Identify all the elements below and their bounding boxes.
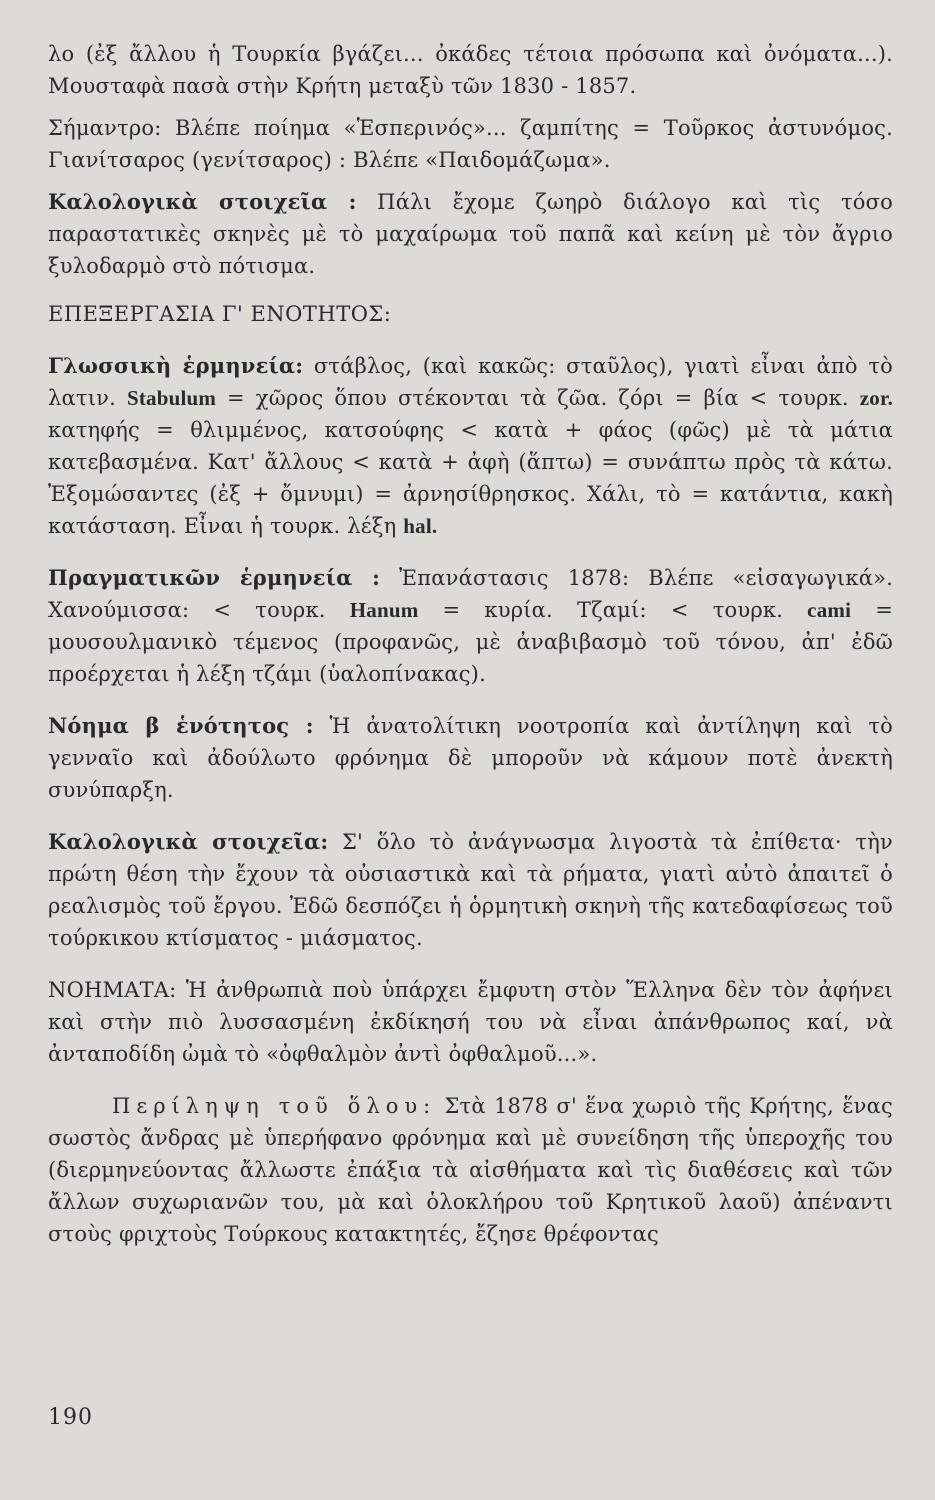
- paragraph-text: Ἡ ἀνατολίτικη νοοτροπία καὶ ἀντίληψη καὶ τὸ γενναῖο καὶ ἀδούλωτο φρόνημα δὲ μποροῦν νὰ κάμουν ποτὲ ἀνεκτὴ συνύπαρξη.: [48, 714, 893, 802]
- paragraph-text: Ἡ ἀνθρωπιὰ ποὺ ὑπάρχει ἔμφυτη στὸν Ἕλληνα δὲν τὸν ἀφήνει καὶ στὴν πιὸ λυσσασμένη ἐκδίκησή του νὰ εἶναι ἀπάνθρωπος καί, νὰ ἀνταποδίδη ὠμὰ τὸ «ὀφθαλμὸν ἀντὶ ὀφθαλμοῦ...».: [48, 978, 893, 1066]
- paragraph-text: = χῶρος ὅπου στέκονται τὰ ζῶα. ζόρι = βία < τουρκ.: [216, 386, 860, 410]
- foreign-word: hal.: [403, 514, 438, 538]
- linguistic-interpretation-paragraph: [48, 350, 893, 542]
- paragraph-text: Ἐπανάστασις 1878: Βλέπε «εἰσαγωγικά». Χανούμισσα: < τουρκ.: [48, 566, 893, 622]
- paragraph-text: Στὰ 1878 σ' ἕνα χωριὸ τῆς Κρήτης, ἕνας σωστὸς ἄνδρας μὲ ὑπερήφανο φρόνημα καὶ μὲ συνείδηση τῆς ὑπεροχῆς του (διερμηνεύοντας ἄλλωστε ἐπάξια τὰ αἰσθήματα καὶ τὶς διαθέσεις καὶ τῶν ἄλλων συχωριανῶν του, μὰ καὶ ὁλοκλήρου τοῦ Κρητικοῦ λαοῦ) ἀπέναντι στοὺς φριχτοὺς Τούρκους κατακτητές, ἔζησε θρέφοντας: [48, 1094, 893, 1246]
- paragraph-text: = κυρία. Τζαμί: < τουρκ.: [418, 598, 808, 622]
- stylistic-elements-paragraph-1: [48, 186, 893, 282]
- foreign-word: cami: [807, 598, 852, 622]
- paragraph-label: ΝΟΗΜΑΤΑ:: [48, 978, 177, 1002]
- paragraph-text: Πάλι ἔχομε ζωηρὸ διάλογο καὶ τὶς τόσο παραστατικὲς σκηνὲς μὲ τὸ μαχαίρωμα τοῦ παπᾶ καὶ κείνη μὲ τὸν ἄγριο ξυλοδαρμὸ στὸ πότισμα.: [48, 190, 894, 278]
- paragraph-text: κατηφής = θλιμμένος, κατσούφης < κατὰ + φάος (φῶς) μὲ τὰ μάτια κατεβασμένα. Κατ' ἄλλους < κατὰ + ἀφὴ (ἅπτω) = συνάπτω πρὸς τὰ κάτω. Ἐξομώσαντες (ἐξ + ὄμνυμι) = ἀρνησίθρησκος. Χάλι, τὸ = κατάντια, κακὴ κατάσταση. Εἶναι ἡ τουρκ. λέξη: [48, 418, 893, 538]
- meaning-paragraph: [48, 710, 893, 806]
- factual-interpretation-paragraph: [48, 562, 893, 690]
- paragraph-label: Καλολογικὰ στοιχεῖα:: [48, 829, 329, 854]
- paragraph-text: = μουσουλμανικὸ τέμενος (προφανῶς, μὲ ἀναβιβασμὸ τοῦ τόνου, ἀπ' ἐδῶ προέρχεται ἡ λέξη τζάμι (ὑαλοπίνακας).: [48, 598, 894, 686]
- foreign-word: Stabulum: [126, 386, 217, 410]
- paragraph-label: Καλολογικὰ στοιχεῖα :: [48, 189, 357, 214]
- stylistic-elements-paragraph-2: [48, 826, 893, 954]
- foreign-word: Hanum: [349, 598, 419, 622]
- ideas-paragraph: [48, 974, 893, 1070]
- paragraph-label: Πραγματικῶν ἑρμηνεία :: [48, 565, 381, 590]
- paragraph-label: Νόημα β ἑνότητος :: [48, 713, 314, 738]
- paragraph-text: στάβλος, (καὶ κακῶς: σταῦλος), γιατὶ εἶναι ἀπὸ τὸ λατιν.: [48, 354, 894, 410]
- paragraph-label: Περίληψη τοῦ ὅλου:: [112, 1094, 437, 1118]
- page-number: 190: [48, 1405, 93, 1430]
- section-heading: ΕΠΕΞΕΡΓΑΣΙΑ Γ' ΕΝΟΤΗΤΟΣ:: [48, 302, 392, 326]
- paragraph-label: Γλωσσικὴ ἑρμηνεία:: [48, 353, 304, 378]
- glossary-paragraph-bell: Σήμαντρο: Βλέπε ποίημα «Ἑσπερινός»... ζαμπίτης = Τοῦρκος ἀστυνόμος. Γιανίτσαρος (γενίτσαρος) : Βλέπε «Παιδομάζωμα».: [48, 116, 893, 172]
- paragraph-text: Σ' ὅλο τὸ ἀνάγνωσμα λιγοστὰ τὰ ἐπίθετα· τὴν πρώτη θέση τὴν ἔχουν τὰ οὐσιαστικὰ καὶ τὰ ρήματα, γιατὶ αὐτὸ ἀπαιτεῖ ὁ ρεαλισμὸς τοῦ ἔργου. Ἐδῶ δεσπόζει ἡ ὁρμητικὴ σκηνὴ τῆς κατεδαφίσεως τοῦ τούρκικου κτίσματος - μιάσματος.: [48, 830, 893, 950]
- summary-paragraph: [48, 1090, 893, 1250]
- foreign-word: zor.: [859, 386, 894, 410]
- intro-paragraph: λο (ἐξ ἄλλου ἡ Τουρκία βγάζει... ὀκάδες τέτοια πρόσωπα καὶ ὀνόματα...). Μουσταφὰ πασὰ στὴν Κρήτη μεταξὺ τῶν 1830 - 1857.: [48, 42, 893, 98]
